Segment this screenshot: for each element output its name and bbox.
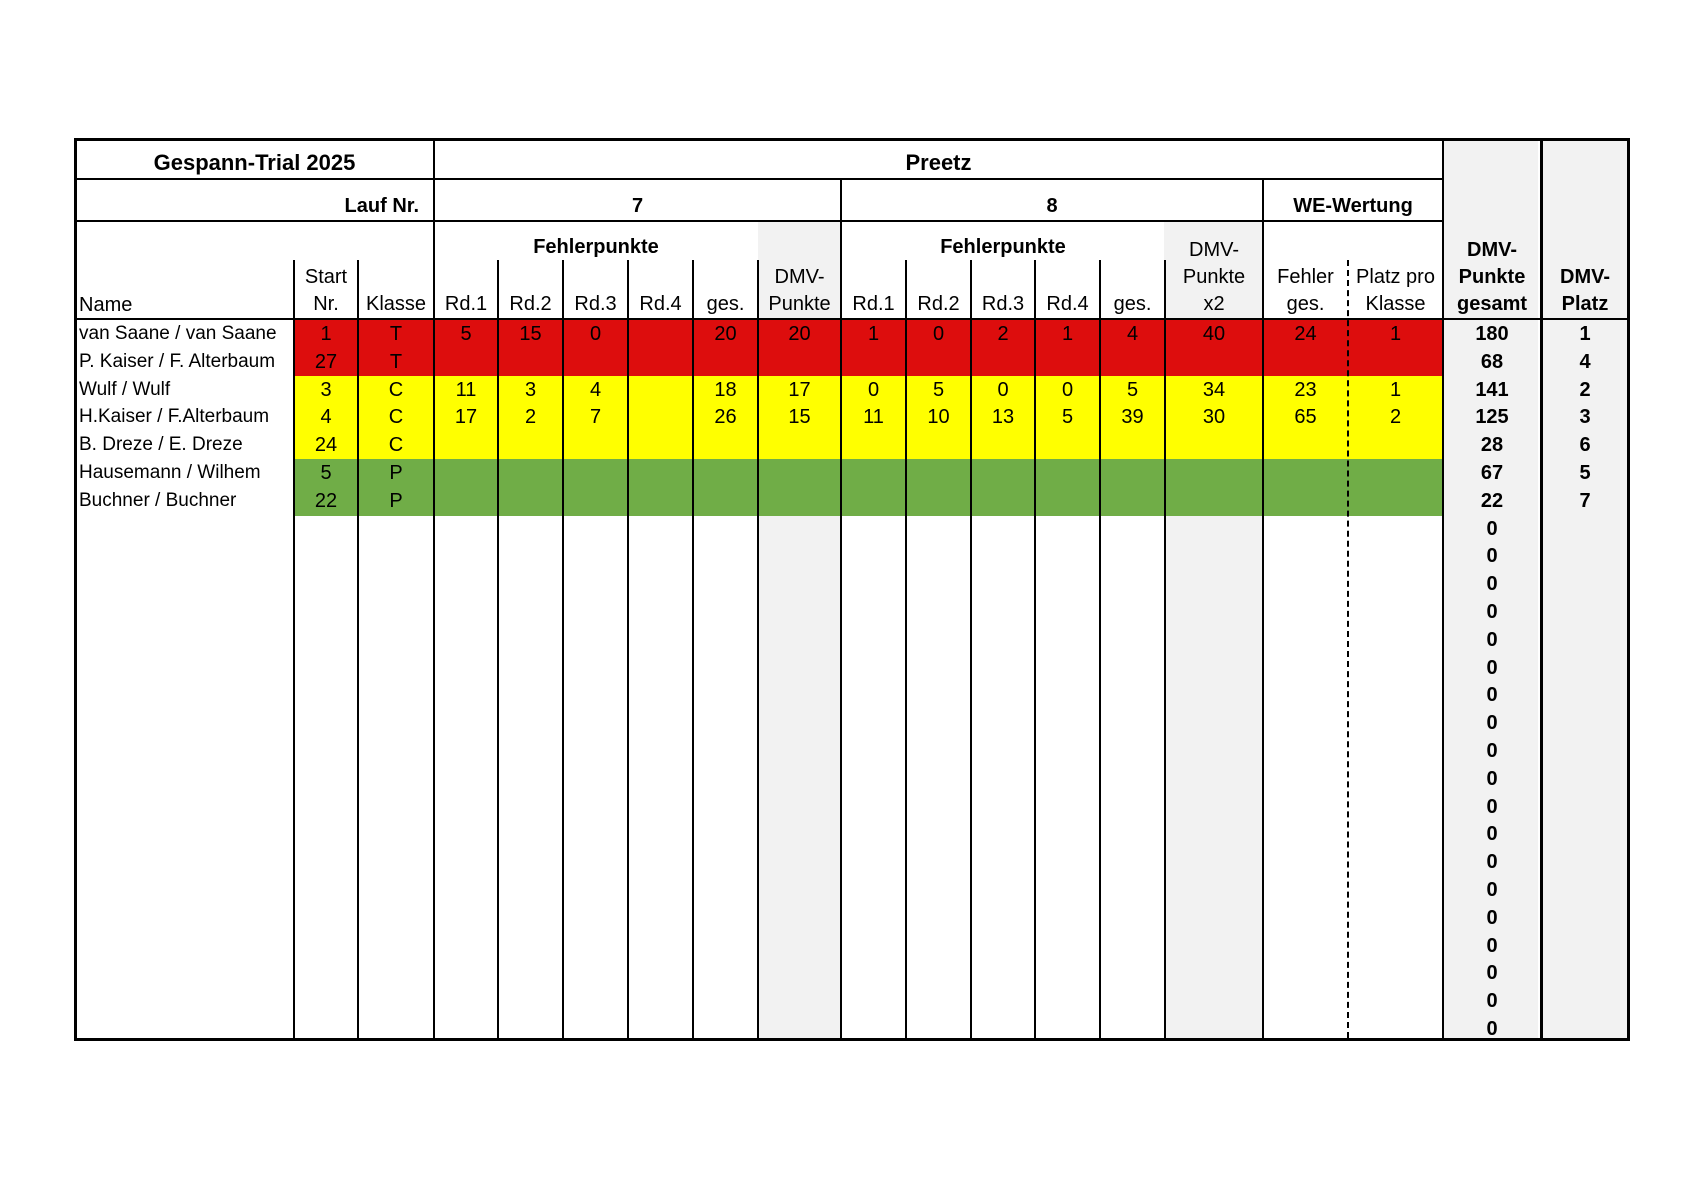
header-line-2	[74, 220, 1442, 222]
we-wertung-label: WE-Wertung	[1293, 195, 1413, 217]
total-cell: 0	[1486, 517, 1498, 540]
fehler-cell: 23	[1294, 378, 1317, 401]
lauf1-cell	[435, 348, 497, 376]
lauf1-cell: 0	[589, 323, 602, 345]
total-cell: 0	[1486, 712, 1498, 735]
lauf1-cell: 15	[519, 323, 542, 345]
col-start-2: Nr.	[313, 293, 339, 315]
total-cell: 0	[1486, 740, 1498, 762]
lauf2-cell	[842, 431, 905, 459]
lauf1-cell	[499, 431, 562, 459]
venue-title: Preetz	[905, 150, 972, 175]
rank-cell: 3	[1579, 406, 1591, 429]
col-name: Name	[79, 294, 133, 316]
lauf-number-2: 8	[1046, 195, 1058, 217]
lauf1-cell	[499, 459, 562, 487]
lauf1-cell	[694, 431, 757, 459]
start-cell: 4	[320, 406, 332, 429]
lauf1-cell	[694, 487, 757, 515]
lauf2-cell: 0	[1061, 378, 1074, 401]
total-cell: 0	[1486, 795, 1498, 818]
lauf2-cell: 5	[1061, 406, 1074, 429]
total-cell: 0	[1486, 851, 1498, 874]
start-cell: 5	[320, 462, 332, 484]
lauf1-cell	[435, 459, 497, 487]
start-cell: 22	[314, 489, 338, 512]
fehlerpunkte-label-2: Fehlerpunkte	[940, 236, 1066, 258]
lauf1-cell	[629, 320, 692, 348]
name-cell: van Saane / van Saane	[79, 323, 277, 344]
lauf1-cell	[564, 487, 627, 515]
lauf2-cell: 0	[997, 378, 1009, 401]
lauf2-cell	[972, 487, 1034, 515]
col-total-2: Punkte	[1458, 266, 1526, 288]
fehler-cell	[1264, 487, 1347, 515]
lauf2-cell	[1036, 348, 1099, 376]
total-cell: 28	[1480, 434, 1504, 457]
lauf1-cell	[629, 487, 692, 515]
header-line-1	[74, 178, 1442, 180]
lauf1-cell: 5	[460, 323, 472, 345]
col-lauf2-1: Rd.1	[852, 293, 895, 315]
total-cell: 67	[1480, 462, 1504, 484]
col-lauf2-5: ges.	[1113, 293, 1152, 315]
dmv2-cell: 34	[1202, 378, 1226, 401]
col-dmv2-3: x2	[1203, 293, 1225, 315]
total-cell: 0	[1486, 906, 1498, 929]
col-platz-2: Klasse	[1365, 293, 1426, 315]
lauf2-cell: 5	[1126, 378, 1139, 401]
total-cell: 0	[1486, 934, 1498, 957]
klasse-cell: C	[388, 406, 404, 429]
total-cell: 141	[1475, 378, 1509, 401]
col-total-3: gesamt	[1456, 293, 1528, 315]
klasse-cell: C	[388, 434, 404, 457]
lauf-number-1: 7	[631, 195, 644, 217]
col-platz-1: Platz pro	[1356, 266, 1435, 288]
dmv2-cell	[1166, 459, 1262, 487]
lauf1-cell: 3	[524, 378, 537, 401]
frame-bottom	[74, 1038, 1630, 1041]
lauf2-cell	[1101, 487, 1164, 515]
lauf1-cell	[629, 403, 692, 431]
lauf2-cell	[972, 348, 1034, 376]
fehler-cell	[1264, 459, 1347, 487]
fehlerpunkte-label-1: Fehlerpunkte	[533, 236, 659, 258]
dmv2-cell: 40	[1202, 323, 1226, 345]
total-cell: 0	[1486, 1018, 1498, 1040]
lauf1-cell: 26	[714, 406, 737, 429]
dmv2-cell	[1166, 431, 1262, 459]
lauf1-cell	[499, 487, 562, 515]
platz-cell	[1349, 459, 1442, 487]
platz-cell: 1	[1389, 323, 1402, 345]
total-cell: 0	[1486, 545, 1498, 568]
col-fehler-1: Fehler	[1277, 266, 1334, 288]
col-dmv2-1: DMV-	[1189, 239, 1239, 261]
lauf1-cell	[694, 348, 757, 376]
rank-cell: 2	[1579, 378, 1591, 401]
col-dmv2-2: Punkte	[1182, 266, 1246, 288]
col-lauf2-3: Rd.3	[981, 293, 1025, 315]
name-cell: B. Dreze / E. Dreze	[79, 434, 243, 456]
total-cell: 0	[1486, 656, 1498, 679]
klasse-cell: T	[389, 350, 403, 373]
total-cell: 0	[1486, 823, 1498, 846]
name-cell: Wulf / Wulf	[79, 378, 171, 400]
v-klasse-lauf1	[433, 138, 435, 1038]
klasse-cell: C	[388, 378, 404, 401]
platz-cell: 2	[1389, 406, 1402, 429]
lauf1-cell	[629, 348, 692, 376]
lauf1-cell	[564, 431, 627, 459]
total-cell: 22	[1480, 489, 1504, 512]
lauf2-cell	[1036, 459, 1099, 487]
total-cell: 0	[1486, 601, 1498, 623]
lauf1-cell	[435, 431, 497, 459]
col-lauf2-2: Rd.2	[917, 293, 960, 315]
lauf2-cell: 0	[932, 323, 945, 345]
lauf2-cell: 1	[1061, 323, 1074, 345]
start-cell: 24	[314, 434, 338, 457]
lauf1-cell: 18	[714, 378, 737, 401]
dmv2-cell	[1166, 487, 1262, 515]
start-cell: 27	[314, 350, 338, 373]
lauf2-cell: 4	[1126, 323, 1139, 345]
lauf1-cell	[499, 348, 562, 376]
name-cell: P. Kaiser / F. Alterbaum	[79, 350, 276, 372]
col-lauf1-5: ges.	[706, 293, 745, 315]
lauf2-cell	[1101, 348, 1164, 376]
col-lauf1-1: Rd.1	[444, 293, 488, 315]
total-cell: 0	[1486, 628, 1498, 651]
rank-cell: 6	[1579, 434, 1591, 457]
name-cell: Hausemann / Wilhem	[79, 462, 261, 483]
lauf-label: Lauf Nr.	[344, 195, 419, 217]
total-cell: 0	[1486, 573, 1498, 596]
col-start-1: Start	[304, 266, 348, 288]
platz-cell	[1349, 431, 1442, 459]
frame-left	[74, 138, 77, 1041]
platz-cell: 1	[1389, 378, 1402, 401]
lauf1-cell	[564, 348, 627, 376]
start-cell: 3	[320, 378, 332, 401]
dmv1-cell	[759, 459, 840, 487]
total-cell: 0	[1486, 767, 1498, 790]
lauf2-cell: 5	[932, 378, 945, 401]
col-lauf1-4: Rd.4	[639, 293, 682, 315]
lauf2-cell	[972, 459, 1034, 487]
fehler-cell: 24	[1294, 323, 1317, 345]
klasse-cell: P	[389, 489, 403, 512]
lauf2-cell	[972, 431, 1034, 459]
dmv1-cell: 20	[788, 323, 811, 345]
total-cell: 0	[1486, 879, 1498, 901]
dmv1-cell	[759, 348, 840, 376]
frame-right	[1627, 138, 1630, 1041]
lauf1-cell: 11	[455, 378, 477, 401]
klasse-cell: P	[389, 462, 403, 484]
rank-cell: 1	[1579, 323, 1591, 345]
lauf1-cell	[435, 487, 497, 515]
dmv1-cell: 15	[788, 406, 811, 429]
sheet-title: Gespann-Trial 2025	[153, 150, 356, 175]
rank-cell: 4	[1579, 350, 1591, 373]
platz-cell	[1349, 348, 1442, 376]
lauf2-cell	[907, 459, 970, 487]
lauf1-cell: 2	[524, 406, 537, 429]
frame-top	[74, 138, 1630, 141]
fehler-cell	[1264, 348, 1347, 376]
lauf2-cell: 10	[927, 406, 950, 429]
lauf2-cell: 11	[863, 406, 884, 429]
lauf1-cell: 20	[714, 323, 737, 345]
lauf1-cell	[629, 459, 692, 487]
lauf2-cell	[842, 459, 905, 487]
total-cell: 68	[1480, 350, 1504, 373]
name-cell: H.Kaiser / F.Alterbaum	[79, 406, 270, 428]
lauf2-cell: 13	[991, 406, 1015, 429]
col-klasse: Klasse	[365, 293, 427, 315]
lauf2-cell: 2	[997, 323, 1009, 345]
lauf2-cell	[1036, 487, 1099, 515]
lauf1-cell	[564, 459, 627, 487]
col-total-1: DMV-	[1467, 239, 1517, 261]
lauf2-cell	[1101, 431, 1164, 459]
lauf1-cell	[629, 376, 692, 404]
dmv1-cell: 17	[788, 378, 811, 401]
col-lauf1-2: Rd.2	[509, 293, 552, 315]
dmv1-cell	[759, 431, 840, 459]
dmv2-cell: 30	[1202, 406, 1226, 429]
lauf1-cell	[629, 431, 692, 459]
lauf2-cell	[1036, 431, 1099, 459]
col-rank-2: Platz	[1561, 293, 1609, 315]
rank-cell: 5	[1579, 462, 1591, 484]
total-cell: 125	[1475, 406, 1509, 429]
col-dmv1-1: DMV-	[774, 266, 825, 288]
total-cell: 0	[1486, 684, 1498, 707]
fehler-cell: 65	[1294, 406, 1317, 429]
start-cell: 1	[320, 323, 332, 345]
lauf2-cell	[907, 348, 970, 376]
name-cell: Buchner / Buchner	[79, 489, 237, 511]
lauf2-cell: 39	[1121, 406, 1144, 429]
col-lauf2-4: Rd.4	[1046, 293, 1089, 315]
lauf2-cell	[1101, 459, 1164, 487]
lauf2-cell	[907, 431, 970, 459]
col-fehler-2: ges.	[1286, 293, 1325, 315]
total-cell: 180	[1475, 323, 1509, 345]
lauf2-cell	[907, 487, 970, 515]
rank-cell: 7	[1579, 489, 1591, 512]
dmv2-cell	[1166, 348, 1262, 376]
total-cell: 0	[1486, 962, 1498, 985]
col-dmv1-2: Punkte	[768, 293, 831, 315]
col-lauf1-3: Rd.3	[574, 293, 617, 315]
platz-cell	[1349, 487, 1442, 515]
dmv1-cell	[759, 487, 840, 515]
klasse-cell: T	[389, 323, 403, 345]
lauf2-cell: 0	[867, 378, 880, 401]
fehler-cell	[1264, 431, 1347, 459]
lauf2-cell	[842, 348, 905, 376]
col-rank-1: DMV-	[1560, 266, 1610, 288]
lauf2-cell: 1	[867, 323, 880, 345]
lauf1-cell	[694, 459, 757, 487]
lauf1-cell: 7	[589, 406, 602, 429]
total-cell: 0	[1486, 990, 1498, 1013]
lauf2-cell	[842, 487, 905, 515]
lauf1-cell: 17	[454, 406, 478, 429]
lauf1-cell: 4	[589, 378, 602, 401]
